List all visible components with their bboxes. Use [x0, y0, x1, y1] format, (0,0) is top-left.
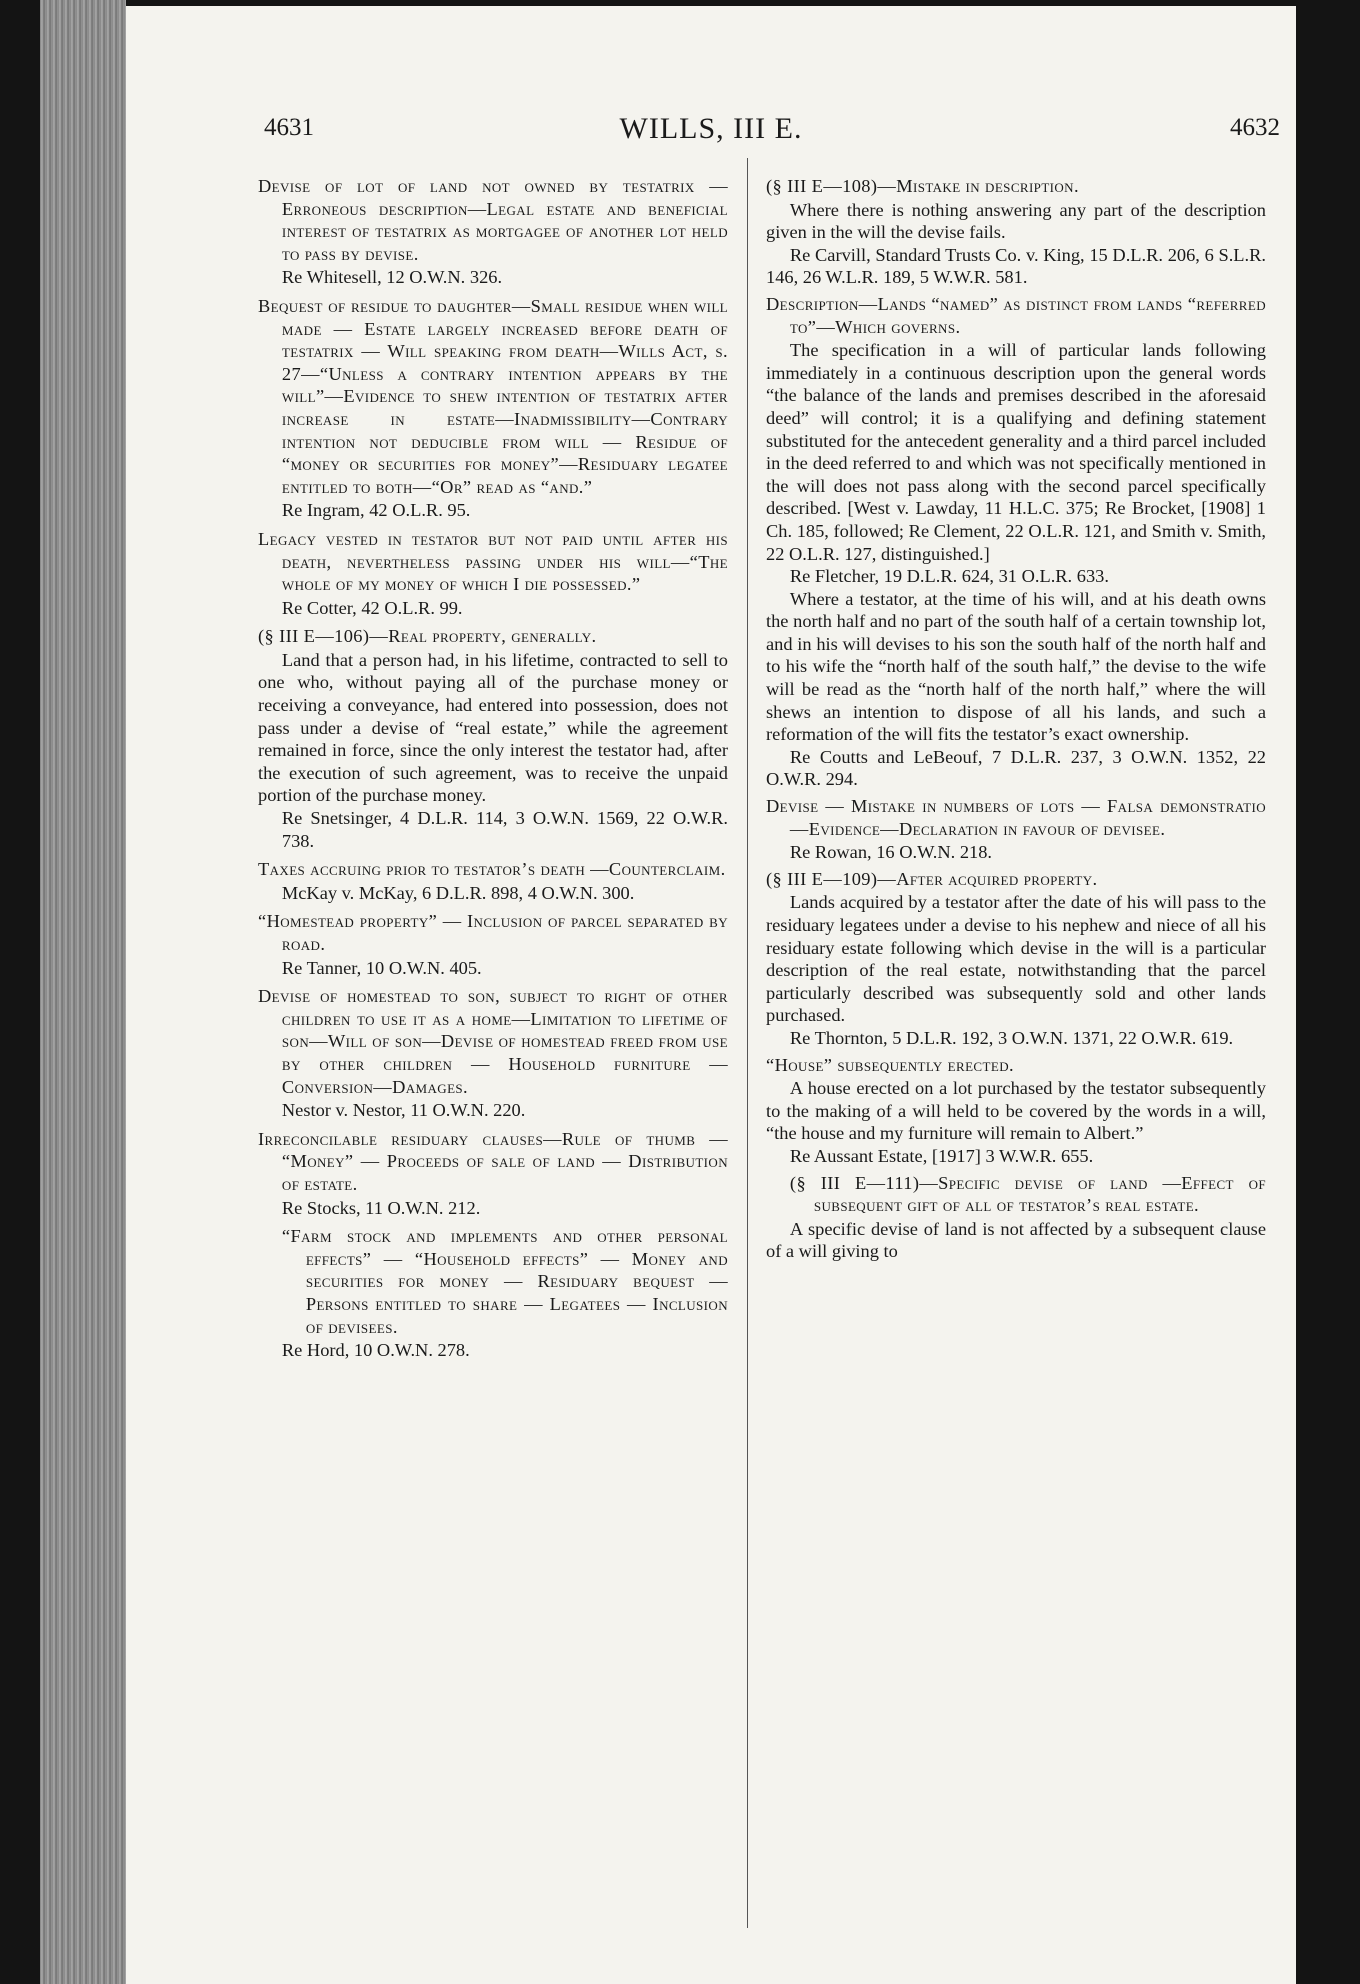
- column-divider: [747, 158, 748, 1928]
- digest-heading: (§ III E—109)—After acquired property.: [766, 868, 1098, 889]
- running-title: WILLS, III E.: [619, 112, 803, 145]
- case-citation: Re Hord, 10 O.W.N. 278.: [281, 1340, 470, 1361]
- digest-heading: Legacy vested in testator but not paid until after his death, nevertheless passing under his will—“The whole of my money of which I die possessed.”: [258, 528, 728, 595]
- digest-heading: Devise of homestead to son, subject to right of other children to use it as a home—Limitation to lifetime of son—Will of son—Devise of homestead freed from use by other children — Household furniture — Conversion—Damages.: [258, 986, 728, 1097]
- left-column: [258, 171, 728, 1368]
- case-citation: Re Stocks, 11 O.W.N. 212.: [281, 1197, 481, 1218]
- left-page-number: 4631: [264, 114, 314, 141]
- digest-paragraph: Re Coutts and LeBeouf, 7 D.L.R. 237, 3 O.W.N. 1352, 22 O.W.R. 294.: [766, 746, 1266, 790]
- digest-paragraph: Re Fletcher, 19 D.L.R. 624, 31 O.L.R. 633.: [789, 566, 1109, 587]
- right-column: [766, 171, 1266, 1263]
- digest-heading: Devise — Mistake in numbers of lots — Falsa demonstratio—Evidence—Declaration in favour of devisee.: [766, 796, 1266, 839]
- digest-paragraph: Re Thornton, 5 D.L.R. 192, 3 O.W.N. 1371, 22 O.W.R. 619.: [789, 1027, 1234, 1048]
- digest-paragraph: A house erected on a lot purchased by the testator subsequently to the making of a will held to be covered by the words in a will, “the house and my furniture will remain to Albert.”: [766, 1078, 1266, 1144]
- case-citation: Re Whitesell, 12 O.W.N. 326.: [281, 267, 503, 288]
- digest-heading: (§ III E—111)—Specific devise of land —Effect of subsequent gift of all of testator’s real estate.: [789, 1172, 1266, 1216]
- digest-paragraph: Lands acquired by a testator after the date of his will pass to the residuary legatees under a devise to his nephew and niece of all his residuary estate following which devise in the will is a particular description of the real estate, notwithstanding that the parcel particularly described was subsequently sold and other lands purchased.: [766, 892, 1266, 1026]
- digest-paragraph: Re Aussant Estate, [1917] 3 W.W.R. 655.: [789, 1145, 1094, 1166]
- case-citation: McKay v. McKay, 6 D.L.R. 898, 4 O.W.N. 300.: [281, 882, 635, 903]
- page-header: [126, 114, 1296, 154]
- digest-paragraph: Where there is nothing answering any part of the description given in the will the devise fails.: [766, 199, 1266, 243]
- digest-heading: Devise of lot of land not owned by testatrix — Erroneous description—Legal estate and beneficial interest of testatrix as mortgagee of another lot held to pass by devise.: [258, 176, 728, 264]
- digest-paragraph: A specific devise of land is not affected by a subsequent clause of a will giving to: [766, 1218, 1266, 1262]
- digest-heading: (§ III E—106)—Real property, generally.: [258, 626, 597, 647]
- digest-heading: “Homestead property” — Inclusion of parcel separated by road.: [258, 911, 728, 954]
- book-page: [126, 6, 1296, 1984]
- case-citation: Re Tanner, 10 O.W.N. 405.: [281, 957, 482, 978]
- digest-heading: (§ III E—108)—Mistake in description.: [766, 176, 1079, 196]
- case-citation: Nestor v. Nestor, 11 O.W.N. 220.: [281, 1100, 526, 1121]
- digest-heading: Bequest of residue to daughter—Small residue when will made — Estate largely increased before death of testatrix — Will speaking from death—Wills Act, s. 27—“Unless a contrary intention appears by the will”—Evidence to shew intention of testatrix after increase in estate—Inadmissibility—Contrary intention not deducible from will — Residue of “money or securities for money”—Residuary legatee entitled to both—“Or” read as “and.”: [258, 295, 728, 497]
- digest-heading: Description—Lands “named” as distinct from lands “referred to”—Which governs.: [766, 293, 1266, 337]
- digest-paragraph: Re Carvill, Standard Trusts Co. v. King, 15 D.L.R. 206, 6 S.L.R. 146, 26 W.L.R. 189, 5 W.W.R. 581.: [766, 244, 1266, 288]
- digest-paragraph: The specification in a will of particular lands following immediately in a continuous description upon the general words “the balance of the lands and premises described in the aforesaid deed” will control; it is a qualifying and defining statement substituted for the antecedent generality and a third parcel included in the deed referred to and which was not specifically mentioned in the will does not pass along with the second parcel specifically described. [West v. Lawday, 11 H.L.C. 375; Re Brocket, [1908] 1 Ch. 185, followed; Re Clement, 22 O.L.R. 121, and Smith v. Smith, 22 O.L.R. 127, distinguished.]: [766, 340, 1266, 564]
- digest-paragraph: Land that a person had, in his lifetime, contracted to sell to one who, without paying all of the purchase money or receiving a conveyance, had entered into possession, does not pass under a devise of “real estate,” while the agreement remained in force, since the only interest the testator had, after the execution of such agreement, was to receive the unpaid portion of the purchase money.: [258, 649, 728, 806]
- case-citation: Re Ingram, 42 O.L.R. 95.: [281, 500, 471, 521]
- digest-paragraph: Where a testator, at the time of his will, and at his death owns the north half and no part of the south half of a certain township lot, and in his will devises to his son the south half of the north half and to his wife the “north half of the south half,” the devise to the wife will be read as the “north half of the north half,” where the will shews an intention to dispose of all his lands, and such a reformation of the will fits the testator’s exact ownership.: [766, 588, 1266, 745]
- digest-heading: “Farm stock and implements and other personal effects” — “Household effects” — Money and securities for money — Residuary bequest — Persons entitled to share — Legatees — Inclusion of devisees.: [281, 1226, 728, 1337]
- case-citation: Re Cotter, 42 O.L.R. 99.: [281, 597, 463, 618]
- digest-heading: “House” subsequently erected.: [766, 1054, 1014, 1075]
- case-citation: Re Snetsinger, 4 D.L.R. 114, 3 O.W.N. 1569, 22 O.W.R. 738.: [281, 808, 728, 851]
- digest-heading: Taxes accruing prior to testator’s death —Counterclaim.: [258, 859, 726, 880]
- right-page-number: 4632: [1230, 114, 1280, 141]
- digest-heading: Irreconcilable residuary clauses—Rule of thumb — “Money” — Proceeds of sale of land — Distribution of estate.: [258, 1128, 728, 1194]
- book-page-edges: [40, 0, 126, 1984]
- digest-paragraph: Re Rowan, 16 O.W.N. 218.: [789, 842, 993, 863]
